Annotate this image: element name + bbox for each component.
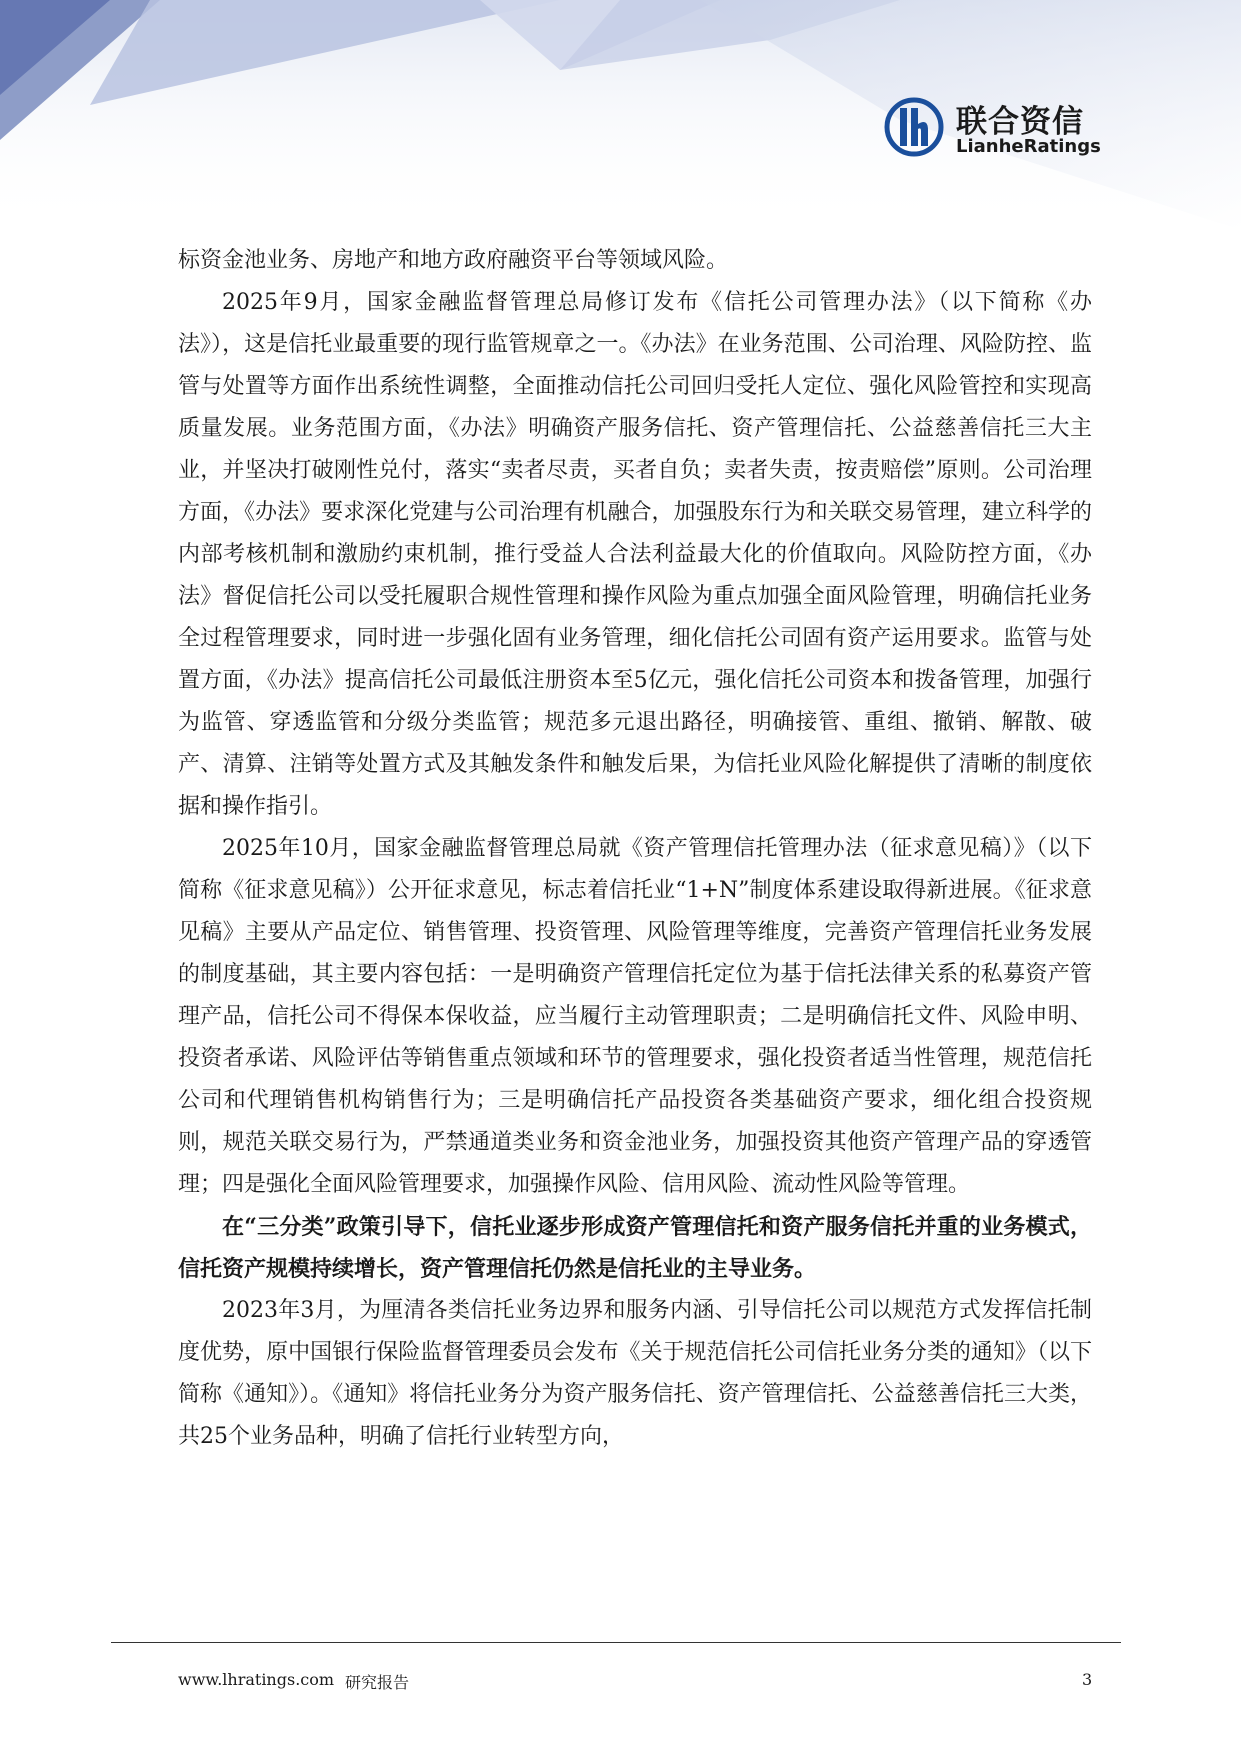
logo [884,92,1104,162]
logo-english-name: LianheRatings [956,136,1101,157]
body-text [178,240,1092,1458]
logo-chinese-name: 联合资信 [956,104,1084,140]
paragraph-asset-management-draft: 2025年10月，国家金融监督管理总局就《资产管理信托管理办法（征求意见稿）》（以下简称《征求意见稿》）公开征求意见，标志着信托业“1+N”制度体系建设取得新进展。《征求意见稿》主要从产品定位、销售管理、投资管理、风险管理等维度，完善资产管理信托业务发展的制度基础，其主要内容包括：一是明确资产管理信托定位为基于信托法律关系的私募资产管理产品，信托公司不得保本保收益，应当履行主动管理职责；二是明确信托文件、风险申明、投资者承诺、风险评估等销售重点领域和环节的管理要求，强化投资者适当性管理，规范信托公司和代理销售机构销售行为；三是明确信托产品投资各类基础资产要求，细化组合投资规则，规范关联交易行为，严禁通道类业务和资金池业务，加强投资其他资产管理产品的穿透管理；四是强化全面风险管理要求，加强操作风险、信用风险、流动性风险等管理。 [178,836,1092,1197]
paragraph-key-finding: 在“三分类”政策引导下，信托业逐步形成资产管理信托和资产服务信托并重的业务模式，信托资产规模持续增长，资产管理信托仍然是信托业的主导业务。 [178,1214,1092,1282]
paragraph-trust-company-measures: 2025年9月，国家金融监督管理总局修订发布《信托公司管理办法》（以下简称《办法》），这是信托业最重要的现行监管规章之一。《办法》在业务范围、公司治理、风险防控、监管与处置等方面作出系统性调整，全面推动信托公司回归受托人定位、强化风险管控和实现高质量发展。业务范围方面，《办法》明确资产服务信托、资产管理信托、公益慈善信托三大主业，并坚决打破刚性兑付，落实“卖者尽责，买者自负；卖者失责，按责赔偿”原则。公司治理方面，《办法》要求深化党建与公司治理有机融合，加强股东行为和关联交易管理，建立科学的内部考核机制和激励约束机制，推行受益人合法利益最大化的价值取向。风险防控方面，《办法》督促信托公司以受托履职合规性管理和操作风险为重点加强全面风险管理，明确信托业务全过程管理要求，同时进一步强化固有业务管理，细化信托公司固有资产运用要求。监管与处置方面，《办法》提高信托公司最低注册资本至5亿元，强化信托公司资本和拨备管理，加强行为监管、穿透监管和分级分类监管；规范多元退出路径，明确接管、重组、撤销、解散、破产、清算、注销等处置方式及其触发条件和触发后果，为信托业风险化解提供了清晰的制度依据和操作指引。 [178,290,1092,819]
lianhe-logo-icon [884,96,944,158]
paragraph-classification-notice: 2023年3月，为厘清各类信托业务边界和服务内涵、引导信托公司以规范方式发挥信托制度优势，原中国银行保险监督管理委员会发布《关于规范信托公司信托业务分类的通知》（以下简称《通知》）。《通知》将信托业务分为资产服务信托、资产管理信托、公益慈善信托三大类，共25个业务品种，明确了信托行业转型方向， [178,1298,1092,1449]
footer-divider [111,1642,1121,1643]
footer-website: www.lhratings.com [178,1670,335,1689]
footer-doc-type: 研究报告 [345,1673,410,1692]
page-number: 3 [1082,1670,1093,1689]
paragraph-continuation: 标资金池业务、房地产和地方政府融资平台等领域风险。 [178,248,729,273]
